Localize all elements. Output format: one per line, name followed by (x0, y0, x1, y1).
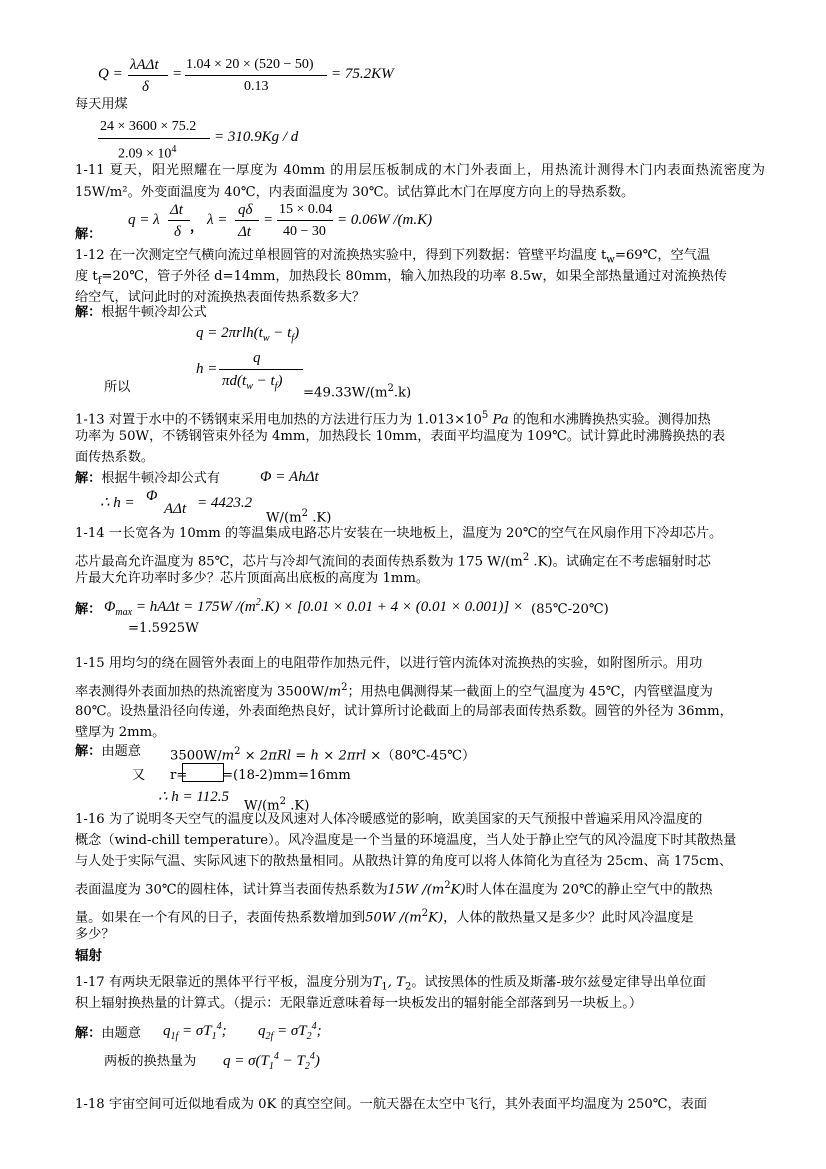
problem-1-16-line1: 1-16 为了说明冬天空气的温度以及风速对人体冷暖感觉的影响，欧美国家的天气预报中普遍采用风冷温度的 (75, 812, 703, 827)
problem-1-17-line1: 1-17 有两块无限靠近的黑体平行平板，温度分别为$T_1$, $T_2$。试按黑体的性质及斯藩-玻尔兹曼定律导出单位面 (75, 975, 706, 993)
eq-sign: = (263, 212, 274, 228)
eq-q-eq: = (172, 66, 183, 82)
unit: $W/(m^2$ .K) (266, 508, 332, 526)
solution-1-17: 解：由题意 (75, 1026, 141, 1041)
eq-coal-num: 24 × 3600 × 75.2 (100, 119, 197, 134)
problem-1-14-line1: 1-14 一长宽各为 10mm 的等温集成电路芯片安装在一块地板上，温度为 20℃的空气在风扇作用下冷却芯片。 (75, 526, 723, 541)
solution-1-13: 解：根据牛顿冷却公式有 (75, 471, 221, 486)
solution-label: 解： (75, 602, 102, 617)
eq-1-15: $3500W/m^2 \times 2\pi Rl = h \times 2\pi rl$ ×（80℃-45℃） (170, 746, 476, 764)
fraction-bar (235, 220, 259, 221)
problem-1-16-line3: 与人处于实际气温、实际风速下的散热量相同。从散热计算的角度可以将人体简化为直径为 25cm、高 175cm、 (75, 854, 733, 869)
frac-den: AΔt (164, 501, 187, 517)
r-label: r= (170, 768, 188, 783)
exchange-label: 两板的换热量为 (104, 1054, 197, 1069)
eq-q2f: $q_{2f} = \sigma T_2^4$; (258, 1021, 322, 1042)
eq-result: = 0.06W /(m.K) (337, 212, 433, 228)
frac-den: δ (174, 224, 181, 240)
fraction-bar (98, 138, 210, 139)
problem-1-16-line4: 表面温度为 30℃的圆柱体，试计算当表面传热系数为15W $/(m^2K)$时人体在温度为 20℃的静止空气中的散热 (75, 880, 713, 898)
also-label: 又 (132, 768, 146, 783)
problem-1-12-line2: 度 $t_f=20℃$，管子外径 d=14mm，加热段长 80mm，输入加热段的功率 8.5w，如果全部热量通过对流换热传 (75, 269, 728, 287)
eq-phi-max: $\Phi_{max} = hA\Delta t = 175W$ $/(m^2.K) \times [0.01 \times 0.01 + 4 \times (0.01 \times 0.001)]$ × (104, 597, 524, 618)
phi-symbol: Φ (146, 488, 158, 504)
problem-1-15-line1: 1-15 用均匀的绕在圆管外表面上的电阻带作加热元件，以进行管内流体对流换热的实验，如附图所示。用功 (75, 656, 703, 671)
r-value: =(18-2)mm=16mm (222, 768, 351, 783)
eq-q-den1: δ (142, 79, 149, 95)
eq-h: h = (196, 361, 218, 377)
problem-1-16-line2: 概念（wind-chill temperature）。风冷温度是一个当量的环境温度，当人处于静止空气的风冷温度下时其散热量 (75, 833, 737, 848)
eq-phi: Φ = AhΔt (260, 469, 319, 485)
problem-1-11: 1-11 夏天，阳光照耀在一厚度为 40mm 的用层压板制成的木门外表面上，用热流计测得木门内表面热流密度为 15W/m²。外变面温度为 40℃，内表面温度为 30℃。试估算此木门在厚度方向上的导热系数。 (75, 163, 765, 200)
eq-lambda: λ = (207, 212, 228, 228)
temperature-diff: (85℃-20℃) (531, 602, 609, 617)
placeholder-box (182, 763, 224, 782)
daily-coal-label: 每天用煤 (75, 97, 128, 112)
eq-coal-result: = 310.9Kg / d (214, 129, 299, 145)
eq-q-result: = 75.2KW (331, 66, 394, 82)
eq-h-result: ∴ h = 112.5 (158, 789, 230, 805)
unit: $W/(m^2$ .K) (244, 796, 310, 814)
solution-label: 解： (75, 227, 102, 242)
problem-1-13-line3: 面传热系数。 (75, 450, 155, 465)
problem-1-16-line6: 多少？ (75, 927, 115, 942)
eq-q-lhs: Q = (98, 66, 123, 82)
eq-coal-den: $2.09 \times 10^4$ (118, 144, 177, 162)
frac-den: 40 − 30 (283, 224, 326, 239)
fraction-bar (219, 369, 303, 370)
problem-1-15-line3: 80℃。设热量沿径向传递，外表面绝热良好，试计算所讨论截面上的局部表面传热系数。圆管的外径为 36mm， (75, 704, 733, 719)
frac-num: qδ (238, 202, 253, 218)
fraction-bar (277, 220, 333, 221)
eq-q-newton: $q = 2\pi rlh(t_w - t_f)$ (196, 325, 300, 344)
problem-1-12-line3: 给空气，试问此时的对流换热表面传热系数多大？ (75, 290, 366, 305)
eq-q-exchange: $q = \sigma(T_1^4 - T_2^4)$ (223, 1051, 320, 1072)
fraction-bar (168, 220, 190, 221)
fraction-bar (128, 75, 168, 76)
eq-q1f: $q_{1f} = \sigma T_1^4$; (163, 1021, 227, 1042)
problem-1-14-line2: 芯片最高允许温度为 85℃，芯片与冷却气流间的表面传热系数为 175 $W/(m^2$ .K)。试确定在不考虑辐射时芯 (75, 552, 711, 570)
frac-den: Δt (238, 224, 251, 240)
result-1-12: $=49.33W/(m^2.k)$ (303, 383, 412, 401)
frac-num: Δt (170, 202, 183, 218)
problem-1-13-line1: 1-13 对置于水中的不锈钢束采用电加热的方法进行压力为 $1.013\times 10^5$ Pa 的饱和水沸腾换热实验。测得加热 (75, 410, 711, 428)
solution-1-15: 解：由题意 (75, 744, 141, 759)
problem-1-12-line1: 1-12 在一次测定空气横向流过单根圆管的对流换热实验中，得到下列数据：管壁平均温度 $t_w=69℃$，空气温 (75, 248, 711, 266)
problem-1-16-line5: 量。如果在一个有风的日子，表面传热系数增加到50W $/(m^2K)$，人体的散热量又是多少？此时风冷温度是 (75, 908, 694, 926)
eq-q-num2: 1.04 × 20 × (520 − 50) (186, 57, 314, 72)
eq-h-phi: ∴ h = (100, 495, 135, 511)
fraction-bar (185, 75, 327, 76)
eq-q: q = λ (128, 212, 160, 228)
frac-num: 15 × 0.04 (279, 202, 333, 217)
problem-1-15-line4: 壁厚为 2mm。 (75, 725, 166, 740)
section-heading-radiation: 辐射 (75, 948, 102, 964)
problem-1-14-line3: 片最大允许功率时多少？芯片顶面高出底板的高度为 1mm。 (75, 571, 430, 586)
problem-1-15-line2: 率表测得外表面加热的热流密度为 $3500W/m^2$；用热电偶测得某一截面上的空气温度为 45℃，内管壁温度为 (75, 682, 713, 700)
comma: ， (190, 220, 204, 235)
so-label: 所以 (104, 380, 131, 395)
frac-den: $\pi d(t_w - t_f)$ (222, 373, 283, 392)
eq-q-den2: 0.13 (244, 79, 269, 94)
frac-num: q (253, 350, 261, 366)
problem-1-18-line1: 1-18 宇宙空间可近似地看成为 0K 的真空空间。一航天器在太空中飞行，其外表面平均温度为 250℃，表面 (75, 1097, 708, 1112)
eq-result: = 4423.2 (197, 495, 253, 511)
result-1-14: =1.5925W (128, 621, 199, 636)
eq-q-num1: λAΔt (130, 57, 159, 73)
solution-1-12: 解：根据牛顿冷却公式 (75, 305, 207, 320)
problem-1-17-line2: 积上辐射换热量的计算式。（提示：无限靠近意味着每一块板发出的辐射能全部落到另一块板上。） (75, 996, 643, 1011)
problem-1-13-line2: 功率为 50W，不锈钢管束外径为 4mm，加热段长 10mm，表面平均温度为 109℃。试计算此时沸腾换热的表 (75, 429, 726, 444)
